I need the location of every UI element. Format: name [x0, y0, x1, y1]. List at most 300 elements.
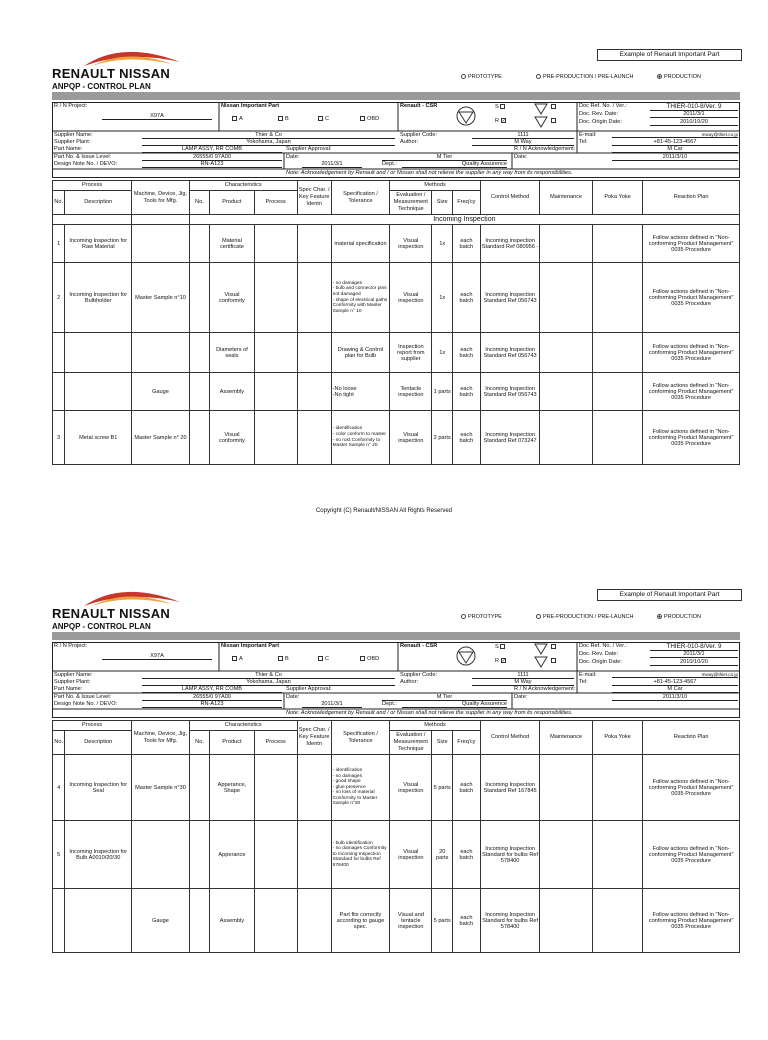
- cell-cno: [189, 263, 210, 333]
- cell-size: 5 parts: [432, 889, 453, 953]
- email-value: mway@thier.co.jp: [612, 672, 738, 678]
- col-spec-tol: Specification / Tolerance: [331, 181, 390, 215]
- option-obd[interactable]: OBD: [360, 116, 379, 122]
- cell-spec: [297, 263, 331, 333]
- cell-eval: Visual inspection: [390, 755, 432, 821]
- table-row: [53, 889, 740, 953]
- col-characteristics: Characteristics: [189, 181, 297, 191]
- option-c[interactable]: C: [318, 116, 329, 122]
- cell-maint: [540, 821, 592, 889]
- doc-ref-value: THIER-010-8/Ver. 9: [650, 643, 738, 651]
- cell-machine: [132, 821, 190, 889]
- csr-triangle-icon: [454, 646, 478, 666]
- cell-process: [254, 263, 297, 333]
- cell-size: 2 parts: [432, 411, 453, 465]
- rn-ack-label: R / N Acknowledgement:: [514, 686, 576, 692]
- email-label: E-mail:: [579, 672, 597, 678]
- nissan-important-part-label: Nissan Important Part: [221, 643, 280, 649]
- supplier-name-value: Thier & Co: [142, 132, 395, 139]
- doc-origin-label: Doc. Origin Date:: [579, 119, 622, 125]
- radio-icon: [461, 614, 466, 619]
- col-product: Product: [210, 731, 254, 755]
- cell-maint: [540, 411, 592, 465]
- author-label: Author:: [400, 679, 419, 685]
- example-label: Example of Renault Important Part: [597, 49, 742, 61]
- cell-poka: [592, 821, 642, 889]
- radio-icon: [461, 74, 466, 79]
- cell-size: 1 parts: [432, 373, 453, 411]
- phase-label: PROTOTYPE: [468, 614, 502, 620]
- col-spec-char: Spec Char. / Key Feature Identn: [297, 721, 331, 755]
- cell-poka: [592, 225, 642, 263]
- cell-size: 20 parts: [432, 821, 453, 889]
- r-triangle-icon: [534, 116, 548, 128]
- cell-control: Incoming Inspection Standard Ref 056743: [480, 373, 540, 411]
- cell-desc: Incoming Inspection for Seal: [65, 755, 132, 821]
- supplier-plant-label: Supplier Plant:: [54, 679, 91, 685]
- doc-rev-value: 2011/3/1: [650, 651, 738, 658]
- s-checkbox[interactable]: S: [495, 644, 507, 650]
- cell-eval: Inspection report from supplier: [390, 333, 432, 373]
- brand-name: RENAULT NISSAN: [52, 66, 171, 81]
- col-description: Description: [65, 191, 132, 215]
- cell-poka: [592, 263, 642, 333]
- tel-value: +81-45-123-4567: [612, 139, 738, 146]
- author-value: M Way: [472, 139, 574, 146]
- cell-control: Incoming inspection Standard Ref 080956 -: [480, 225, 540, 263]
- cell-machine: Master Sample n°10: [132, 263, 190, 333]
- phase-label: PRODUCTION: [664, 74, 701, 80]
- cell-freq: each batch: [453, 821, 481, 889]
- cell-desc: Incoming Inspection for Bulb A0010/20/30: [65, 821, 132, 889]
- supplier-approval-value: M Tier: [382, 154, 507, 161]
- col-eval: Evaluation / Measurement Technique: [390, 731, 432, 755]
- document-title: ANPQP - CONTROL PLAN: [52, 82, 151, 91]
- s-checkbox[interactable]: S: [495, 104, 507, 110]
- r-triangle-checkbox[interactable]: [551, 118, 558, 124]
- rn-project-label: R / N Project:: [54, 643, 88, 649]
- control-plan-page: [0, 0, 768, 500]
- checkbox-icon: [551, 644, 556, 649]
- col-machine: Machine, Device, Jig, Tools for Mfg.: [132, 721, 190, 755]
- part-no-value: 26555/0 97A00: [142, 694, 282, 701]
- option-a[interactable]: A: [232, 656, 243, 662]
- cell-desc: [65, 333, 132, 373]
- supplier-approval-label: Supplier Approval:: [286, 146, 332, 152]
- cell-process: [254, 333, 297, 373]
- cell-maint: [540, 225, 592, 263]
- cell-no: 2: [53, 263, 65, 333]
- supplier-code-value: 1111: [472, 132, 574, 139]
- nissan-important-part-label: Nissan Important Part: [221, 103, 280, 109]
- cell-spec: [297, 225, 331, 263]
- cell-reaction: Follow actions defined in "Non-conforming Product Management" 0035 Procedure: [643, 333, 740, 373]
- design-note-label: Design Note No. / DEVO:: [54, 701, 118, 707]
- cell-desc: Metal screw B1: [65, 411, 132, 465]
- supplier-name-label: Supplier Name:: [54, 132, 93, 138]
- supplier-approval-value: M Tier: [382, 694, 507, 701]
- design-note-value: RN-A123: [142, 161, 282, 168]
- cell-tol: - identification - color conform to master - no rust Conformity to Master Sample n° 20: [331, 411, 390, 465]
- rn-ack-value: M Car: [612, 146, 738, 153]
- ack-date-label: Date:: [514, 694, 528, 700]
- cell-maint: [540, 755, 592, 821]
- col-product: Product: [210, 191, 254, 215]
- col-process: Process: [53, 721, 132, 731]
- option-a[interactable]: A: [232, 116, 243, 122]
- cell-machine: Master Sample n°30: [132, 755, 190, 821]
- cell-freq: each batch: [453, 755, 481, 821]
- r-checkbox[interactable]: R ✓: [495, 658, 506, 664]
- cell-product: Visual conformity: [210, 411, 254, 465]
- cell-desc: [65, 889, 132, 953]
- radio-icon: [657, 74, 662, 79]
- checkbox-icon: [551, 118, 556, 123]
- col-maintenance: Maintenance: [540, 721, 592, 755]
- phase-label: PRE-PRODUCTION / PRE-LAUNCH: [543, 614, 634, 620]
- part-name-value: LAMP ASSY, RR COMB: [142, 146, 282, 153]
- cell-spec: [297, 373, 331, 411]
- cell-eval: Visual inspection: [390, 263, 432, 333]
- design-note-label: Design Note No. / DEVO:: [54, 161, 118, 167]
- cell-freq: each batch: [453, 889, 481, 953]
- checkbox-icon: [278, 656, 283, 661]
- cell-no: 4: [53, 755, 65, 821]
- phase-radio-1[interactable]: [536, 74, 633, 80]
- control-plan-table: [52, 180, 740, 465]
- cell-process: [254, 755, 297, 821]
- doc-ref-label: Doc Ref. No. / Ver.:: [579, 103, 627, 109]
- cell-size: 1x: [432, 333, 453, 373]
- cell-cno: [189, 821, 210, 889]
- cell-cno: [189, 755, 210, 821]
- cell-tol: material specification: [331, 225, 390, 263]
- s-triangle-icon: [534, 103, 548, 115]
- cell-tol: - no damages - bulb and connector pins not damaged - shape of electrical paths Conformity with Master Sample n° 10: [331, 263, 390, 333]
- cell-freq: each batch: [453, 373, 481, 411]
- table-row: [53, 333, 740, 373]
- checkbox-icon: [551, 104, 556, 109]
- checkbox-icon: [360, 656, 365, 661]
- phase-label: PRE-PRODUCTION / PRE-LAUNCH: [543, 74, 634, 80]
- cell-spec: [297, 333, 331, 373]
- col-control-method: Control Method: [480, 721, 540, 755]
- col-control-method: Control Method: [480, 181, 540, 215]
- phase-radio-1[interactable]: [536, 614, 633, 620]
- radio-icon: [536, 614, 541, 619]
- option-obd[interactable]: OBD: [360, 656, 379, 662]
- s-triangle-checkbox[interactable]: [551, 644, 558, 650]
- renault-csr-label: Renault - CSR: [400, 103, 438, 109]
- checkbox-icon: [500, 644, 505, 649]
- cell-reaction: Follow actions defined in "Non-conforming Product Management" 0035 Procedure: [643, 263, 740, 333]
- supplier-plant-value: Yokohama, Japan: [142, 139, 395, 146]
- col-no: No.: [53, 731, 65, 755]
- section-heading: Incoming Inspection: [189, 215, 739, 225]
- part-no-label: Part No. & Issue Level:: [54, 694, 112, 700]
- cell-machine: [132, 225, 190, 263]
- option-c[interactable]: C: [318, 656, 329, 662]
- cell-tol: Drawing & Control plan for Bulb: [331, 333, 390, 373]
- cell-spec: [297, 889, 331, 953]
- col-reaction-plan: Reaction Plan: [643, 181, 740, 215]
- table-row: [53, 411, 740, 465]
- r-triangle-icon: [534, 656, 548, 668]
- col-freq: Freq'cy: [453, 191, 481, 215]
- document-title: ANPQP - CONTROL PLAN: [52, 622, 151, 631]
- header-divider-bar: [52, 632, 740, 640]
- col-poka-yoke: Poka Yoke: [592, 721, 642, 755]
- cell-cno: [189, 225, 210, 263]
- cell-control: Incoming Inspection Standard Ref 056743: [480, 263, 540, 333]
- cell-size: 1x: [432, 225, 453, 263]
- cell-freq: each batch: [453, 333, 481, 373]
- col-methods: Methods: [390, 721, 480, 731]
- cell-tol: - identification - no damages - good shape - glue presence - no loss of material Conformity to Master Sample n°30: [331, 755, 390, 821]
- supplier-code-label: Supplier Code:: [400, 672, 438, 678]
- col-eval: Evaluation / Measurement Technique: [390, 191, 432, 215]
- cell-reaction: Follow actions defined in "Non-conforming Product Management" 0035 Procedure: [643, 755, 740, 821]
- r-checkbox[interactable]: R ✓: [495, 118, 506, 124]
- cell-reaction: Follow actions defined in "Non-conforming Product Management" 0035 Procedure: [643, 889, 740, 953]
- checkbox-icon: [318, 116, 323, 121]
- cell-maint: [540, 889, 592, 953]
- radio-icon: [657, 614, 662, 619]
- doc-origin-label: Doc. Origin Date:: [579, 659, 622, 665]
- cell-eval: Visual inspection: [390, 225, 432, 263]
- col-methods: Methods: [390, 181, 480, 191]
- rn-ack-value: M Car: [612, 686, 738, 693]
- cell-control: Incoming Inspection Standard Ref 167845: [480, 755, 540, 821]
- cell-control: Incoming Inspection Standard Ref 056743: [480, 333, 540, 373]
- col-size: Size: [432, 731, 453, 755]
- cell-eval: Visual inspection: [390, 821, 432, 889]
- acknowledgement-note: Note: Acknowledgement by Renault and / or Nissan shall not relieve the supplier in any way from its responsibilities.: [286, 170, 573, 176]
- ack-date-label: Date:: [514, 154, 528, 160]
- cell-freq: each batch: [453, 225, 481, 263]
- cell-poka: [592, 373, 642, 411]
- rn-project-value: X97A: [102, 113, 212, 120]
- col-description: Description: [65, 731, 132, 755]
- col-machine: Machine, Device, Jig, Tools for Mfg.: [132, 181, 190, 215]
- cell-poka: [592, 333, 642, 373]
- author-label: Author:: [400, 139, 419, 145]
- cell-no: 3: [53, 411, 65, 465]
- supplier-code-value: 1111: [472, 672, 574, 679]
- cell-maint: [540, 333, 592, 373]
- phase-label: PROTOTYPE: [468, 74, 502, 80]
- cell-no: 5: [53, 821, 65, 889]
- cell-desc: Incoming Inspection for Bulbholder: [65, 263, 132, 333]
- design-note-value: RN-A123: [142, 701, 282, 708]
- cell-product: Apperance: [210, 821, 254, 889]
- rn-project-label: R / N Project:: [54, 103, 88, 109]
- cell-control: Incoming Inspection Standard Ref 073247: [480, 411, 540, 465]
- checkbox-icon: [500, 104, 505, 109]
- col-spec-tol: Specification / Tolerance: [331, 721, 390, 755]
- cell-cno: [189, 889, 210, 953]
- cell-freq: each batch: [453, 263, 481, 333]
- plan-header: [52, 102, 740, 178]
- cell-reaction: Follow actions defined in "Non-conforming Product Management" 0035 Procedure: [643, 225, 740, 263]
- cell-freq: each batch: [453, 411, 481, 465]
- rn-ack-label: R / N Acknowledgement:: [514, 146, 576, 152]
- cell-size: 5 parts: [432, 755, 453, 821]
- doc-rev-label: Doc. Rev. Date:: [579, 111, 619, 117]
- cell-process: [254, 373, 297, 411]
- radio-icon: [536, 74, 541, 79]
- tel-label: Tel:: [579, 139, 588, 145]
- cell-eval: Tentacle inspection: [390, 373, 432, 411]
- author-value: M Way: [472, 679, 574, 686]
- col-freq: Freq'cy: [453, 731, 481, 755]
- cell-poka: [592, 755, 642, 821]
- ack-date-value: 2011/3/10: [612, 694, 738, 701]
- cell-process: [254, 411, 297, 465]
- cell-reaction: Follow actions defined in "Non-conforming Product Management" 0035 Procedure: [643, 373, 740, 411]
- cell-desc: [65, 373, 132, 411]
- phase-radio-0[interactable]: [461, 614, 502, 620]
- col-maintenance: Maintenance: [540, 181, 592, 215]
- cell-maint: [540, 263, 592, 333]
- cell-process: [254, 821, 297, 889]
- phase-radio-2[interactable]: [657, 614, 701, 620]
- csr-triangle-icon: [454, 106, 478, 126]
- supplier-code-label: Supplier Code:: [400, 132, 438, 138]
- cell-no: [53, 889, 65, 953]
- acknowledgement-note: Note: Acknowledgement by Renault and / or Nissan shall not relieve the supplier in any way from its responsibilities.: [286, 710, 573, 716]
- col-process: Process: [53, 181, 132, 191]
- cell-no: 1: [53, 225, 65, 263]
- cell-eval: Visual and tentacle inspection: [390, 889, 432, 953]
- supplier-approval-label: Supplier Approval:: [286, 686, 332, 692]
- supplier-plant-label: Supplier Plant:: [54, 139, 91, 145]
- part-name-value: LAMP ASSY, RR COMB: [142, 686, 282, 693]
- checkbox-checked-icon: ✓: [501, 118, 506, 124]
- option-b[interactable]: B: [278, 656, 289, 662]
- part-no-label: Part No. & Issue Level:: [54, 154, 112, 160]
- checkbox-icon: [232, 116, 237, 121]
- date-value: 2011/3/1: [302, 161, 362, 168]
- cell-machine: Gauge: [132, 373, 190, 411]
- tel-value: +81-45-123-4567: [612, 679, 738, 686]
- cell-no: [53, 373, 65, 411]
- col-char-process: Process: [254, 731, 297, 755]
- tel-label: Tel:: [579, 679, 588, 685]
- col-poka-yoke: Poka Yoke: [592, 181, 642, 215]
- cell-product: Diameters of seals: [210, 333, 254, 373]
- cell-spec: [297, 411, 331, 465]
- table-row: [53, 821, 740, 889]
- cell-cno: [189, 411, 210, 465]
- table-row: [53, 225, 740, 263]
- dept-label: Dept.:: [382, 161, 397, 167]
- part-name-label: Part Name:: [54, 686, 83, 692]
- cell-control: Incoming Inspection Standard for bulbs Ref 578400: [480, 821, 540, 889]
- header-divider-bar: [52, 92, 740, 100]
- col-char-no: No.: [189, 731, 210, 755]
- col-spec-char: Spec Char. / Key Feature Identn: [297, 181, 331, 215]
- brand-name: RENAULT NISSAN: [52, 606, 171, 621]
- table-row: [53, 263, 740, 333]
- phase-radio-2[interactable]: [657, 74, 701, 80]
- cell-poka: [592, 411, 642, 465]
- r-triangle-checkbox[interactable]: [551, 658, 558, 664]
- cell-control: Incoming Inspection Standard for bulbs Ref 578400: [480, 889, 540, 953]
- col-char-no: No.: [189, 191, 210, 215]
- cell-no: [53, 333, 65, 373]
- cell-product: Assembly: [210, 889, 254, 953]
- date-label: Date:: [286, 154, 300, 160]
- checkbox-icon: [360, 116, 365, 121]
- cell-process: [254, 225, 297, 263]
- cell-process: [254, 889, 297, 953]
- copyright-text: Copyright (C) Renault/NISSAN All Rights Reserved: [315, 508, 453, 514]
- cell-product: Apperance, Shape: [210, 755, 254, 821]
- checkbox-icon: [318, 656, 323, 661]
- cell-size: 1x: [432, 263, 453, 333]
- part-name-label: Part Name:: [54, 146, 83, 152]
- checkbox-icon: [232, 656, 237, 661]
- cell-product: Visual conformity: [210, 263, 254, 333]
- control-plan-table: [52, 720, 740, 953]
- cell-tol: - bulb identification - no damages Conformity to Incoming Inspection Standard for bulbs Ref 578400: [331, 821, 390, 889]
- part-no-value: 26555/0 97A00: [142, 154, 282, 161]
- cell-cno: [189, 373, 210, 411]
- cell-tol: -No loose -No tight: [331, 373, 390, 411]
- doc-rev-label: Doc. Rev. Date:: [579, 651, 619, 657]
- cell-machine: [132, 333, 190, 373]
- table-row: [53, 755, 740, 821]
- cell-cno: [189, 333, 210, 373]
- email-value: mway@thier.co.jp: [612, 132, 738, 138]
- date-value: 2011/3/1: [302, 701, 362, 708]
- date-label: Date:: [286, 694, 300, 700]
- rn-project-value: X97A: [102, 653, 212, 660]
- cell-reaction: Follow actions defined in "Non-conforming Product Management" 0035 Procedure: [643, 411, 740, 465]
- phase-radio-0[interactable]: [461, 74, 502, 80]
- cell-machine: Master Sample n° 20: [132, 411, 190, 465]
- cell-eval: Visual inspection: [390, 411, 432, 465]
- plan-header: [52, 642, 740, 718]
- cell-spec: [297, 821, 331, 889]
- ack-date-value: 2011/3/10: [612, 154, 738, 161]
- cell-machine: Gauge: [132, 889, 190, 953]
- cell-reaction: Follow actions defined in "Non-conforming Product Management" 0035 Procedure: [643, 821, 740, 889]
- col-char-process: Process: [254, 191, 297, 215]
- supplier-name-label: Supplier Name:: [54, 672, 93, 678]
- example-label: Example of Renault Important Part: [597, 589, 742, 601]
- cell-poka: [592, 889, 642, 953]
- renault-csr-label: Renault - CSR: [400, 643, 438, 649]
- s-triangle-checkbox[interactable]: [551, 104, 558, 110]
- dept-value: Quality Assurence: [402, 161, 507, 168]
- supplier-plant-value: Yokohama, Japan: [142, 679, 395, 686]
- doc-origin-value: 2010/10/20: [650, 659, 738, 666]
- phase-label: PRODUCTION: [664, 614, 701, 620]
- checkbox-icon: [278, 116, 283, 121]
- col-size: Size: [432, 191, 453, 215]
- doc-origin-value: 2010/10/20: [650, 119, 738, 126]
- doc-ref-value: THIER-010-8/Ver. 9: [650, 103, 738, 111]
- table-row: [53, 373, 740, 411]
- cell-product: Assembly: [210, 373, 254, 411]
- cell-maint: [540, 373, 592, 411]
- cell-tol: Part fits correctly according to gauge spec.: [331, 889, 390, 953]
- cell-spec: [297, 755, 331, 821]
- doc-ref-label: Doc Ref. No. / Ver.:: [579, 643, 627, 649]
- option-b[interactable]: B: [278, 116, 289, 122]
